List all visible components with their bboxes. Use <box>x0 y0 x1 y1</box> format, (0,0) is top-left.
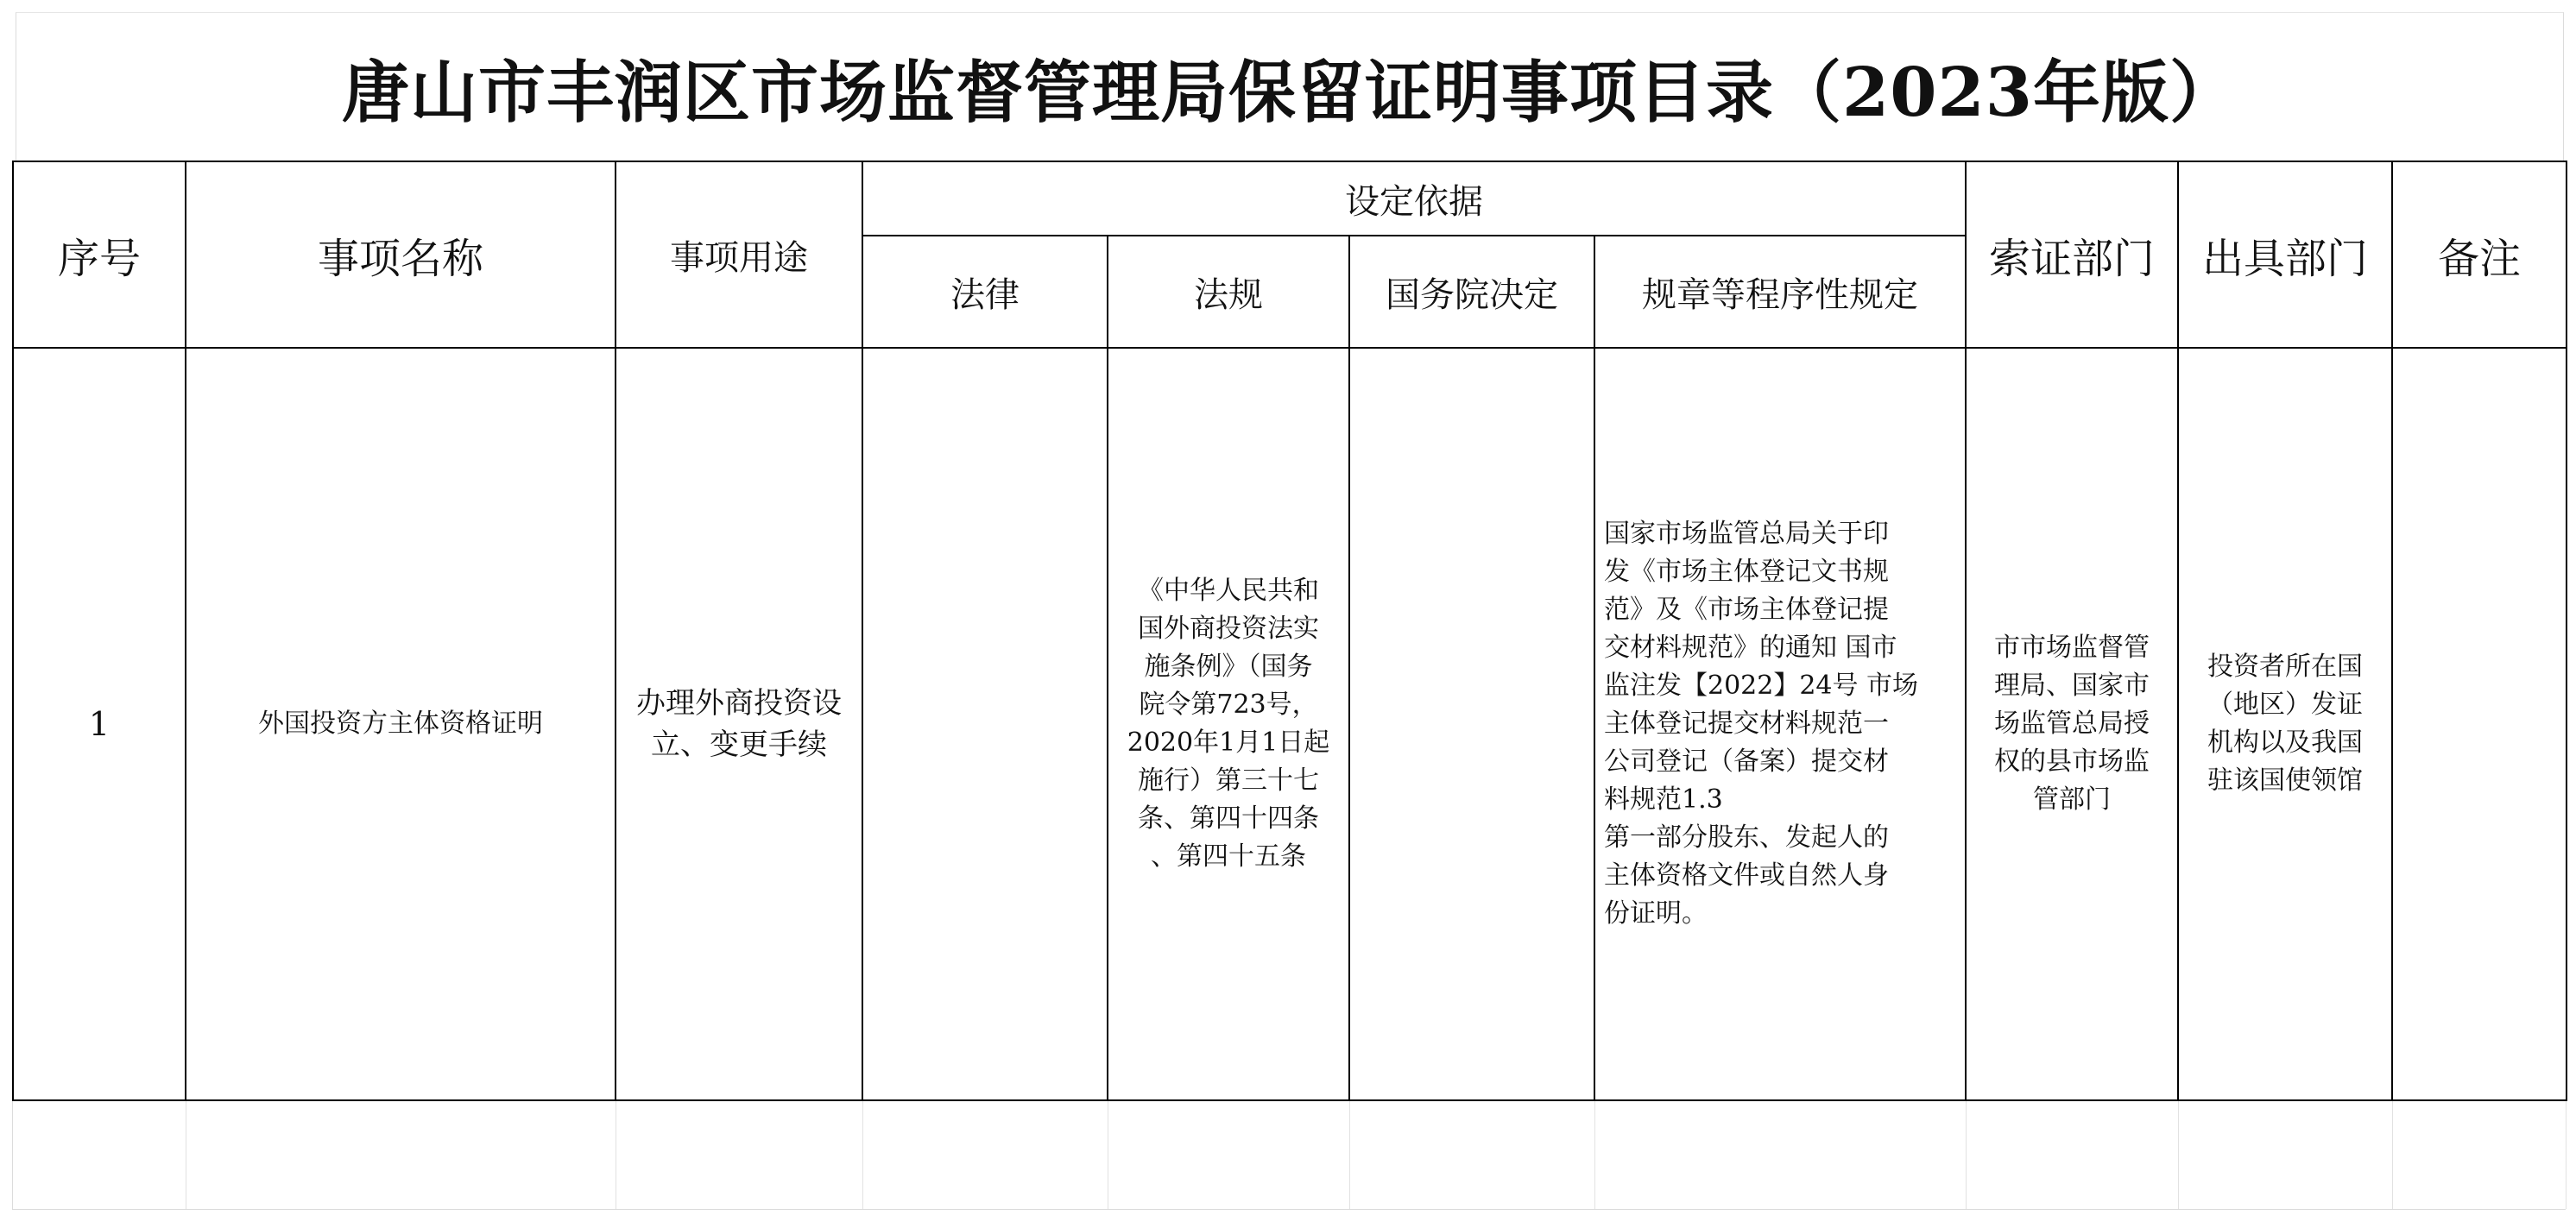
header-remarks: 备注 <box>2392 161 2567 348</box>
rules-line: 交材料规范》的通知 国市 <box>1604 633 1897 663</box>
issuer-line: （地区）发证 <box>2207 690 2363 720</box>
regulation-line: 施条例》（国务 <box>1144 652 1313 682</box>
requester-line: 理局、国家市 <box>1994 671 2150 701</box>
rules-line: 公司登记（备案）提交材 <box>1604 746 1889 777</box>
name-value: 外国投资方主体资格证明 <box>258 709 543 739</box>
grid-divider <box>1349 1101 1350 1209</box>
regulation-line: 国外商投资法实 <box>1138 614 1319 644</box>
grid-divider <box>1966 1101 1967 1209</box>
cell-law <box>862 348 1108 1100</box>
issuer-line: 驻该国使领馆 <box>2207 765 2363 796</box>
cell-issuer <box>2178 348 2392 1100</box>
rules-line: 主体登记提交材料规范一 <box>1604 709 1889 739</box>
requester-line: 场监管总局授 <box>1994 709 2150 739</box>
rules-line: 范》及《市场主体登记提 <box>1604 595 1889 625</box>
document-title: 唐山市丰润区市场监督管理局保留证明事项目录（2023年版） <box>16 12 2564 161</box>
regulation-line: 施行）第三十七 <box>1138 765 1319 796</box>
purpose-line: 立、变更手续 <box>651 728 827 762</box>
rules-line: 国家市场监管总局关于印 <box>1604 519 1889 549</box>
header-law: 法律 <box>862 236 1108 348</box>
regulation-line: 、第四十五条 <box>1151 841 1306 872</box>
requester-line: 管部门 <box>2033 784 2111 815</box>
rules-line: 监注发【2022】24号 市场 <box>1604 671 1919 701</box>
cell-seq <box>13 348 186 1100</box>
grid-divider <box>862 1101 863 1209</box>
rules-line: 发《市场主体登记文书规 <box>1604 557 1889 587</box>
header-state-council: 国务院决定 <box>1349 236 1594 348</box>
rules-line: 主体资格文件或自然人身 <box>1604 860 1889 891</box>
header-seq: 序号 <box>13 161 186 348</box>
header-basis: 设定依据 <box>862 161 1966 236</box>
requester-line: 市市场监督管 <box>1994 633 2150 663</box>
grid-divider <box>1594 1101 1595 1209</box>
regulation-line: 院令第723号， <box>1139 690 1318 720</box>
cell-name <box>186 348 616 1100</box>
header-regulation: 法规 <box>1108 236 1349 348</box>
regulation-line: 《中华人民共和 <box>1138 576 1319 606</box>
cell-remarks <box>2392 348 2567 1100</box>
grid-divider <box>2566 1101 2567 1209</box>
rules-line: 第一部分股东、发起人的 <box>1604 822 1889 853</box>
header-name: 事项名称 <box>186 161 616 348</box>
catalog-table <box>12 161 2567 1101</box>
empty-grid-row <box>12 1101 2566 1210</box>
grid-divider <box>2178 1101 2179 1209</box>
cell-state-council <box>1349 348 1594 1100</box>
issuer-line: 机构以及我国 <box>2207 728 2363 758</box>
purpose-line: 办理外商投资设 <box>636 686 842 721</box>
cell-regulation <box>1108 348 1349 1100</box>
grid-divider <box>2392 1101 2393 1209</box>
seq-value: 1 <box>88 705 110 743</box>
regulation-line: 条、第四十四条 <box>1138 803 1319 834</box>
header-issuer: 出具部门 <box>2178 161 2392 348</box>
requester-line: 权的县市场监 <box>1994 746 2150 777</box>
header-requester: 索证部门 <box>1966 161 2178 348</box>
header-rules: 规章等程序性规定 <box>1594 236 1966 348</box>
header-purpose: 事项用途 <box>616 161 862 348</box>
rules-line: 料规范1.3 <box>1604 784 1723 815</box>
cell-rules <box>1594 348 1966 1100</box>
cell-purpose <box>616 348 862 1100</box>
issuer-line: 投资者所在国 <box>2207 652 2363 682</box>
rules-line: 份证明。 <box>1604 898 1708 929</box>
cell-requester <box>1966 348 2178 1100</box>
table-row <box>13 348 2567 1100</box>
regulation-line: 2020年1月1日起 <box>1127 728 1330 758</box>
